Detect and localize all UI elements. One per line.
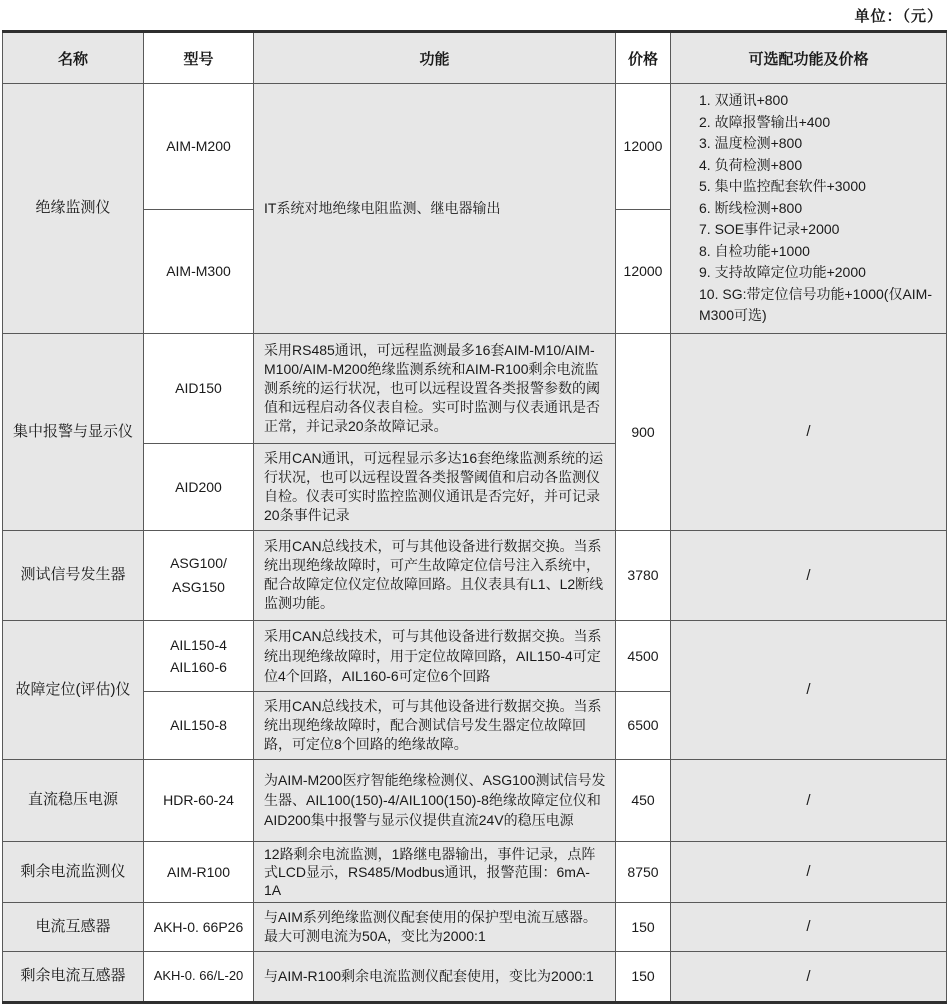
model-cell: AIM-R100 bbox=[144, 841, 254, 902]
table-row bbox=[3, 759, 947, 841]
product-name-cell: 绝缘监测仪 bbox=[3, 84, 144, 334]
price-cell: 150 bbox=[616, 902, 671, 951]
function-cell: 采用CAN总线技术，可与其他设备进行数据交换。当系统出现绝缘故障时，配合测试信号发生器定位故障回路，可定位8个回路的绝缘故障。 bbox=[254, 691, 616, 759]
model-cell: AID150 bbox=[144, 333, 254, 443]
function-cell: 采用CAN总线技术，可与其他设备进行数据交换。当系统出现绝缘故障时，可产生故障定位信号注入系统中，配合故障定位仪定位故障回路。且仪表具有L1、L2断线监测功能。 bbox=[254, 530, 616, 620]
options-cell: / bbox=[671, 530, 947, 620]
col-header-model: 型号 bbox=[144, 32, 254, 84]
product-name-cell: 故障定位(评估)仪 bbox=[3, 620, 144, 759]
function-cell: 采用CAN总线技术，可与其他设备进行数据交换。当系统出现绝缘故障时，用于定位故障回路，AIL150-4可定位4个回路，AIL160-6可定位6个回路 bbox=[254, 620, 616, 691]
function-cell: 采用CAN通讯，可远程显示多达16套绝缘监测系统的运行状况，也可以远程设置各类报警阈值和启动各监测仪自检。仪表可实时监控监测仪通讯是否完好，并可记录20条事件记录 bbox=[254, 443, 616, 530]
price-cell: 450 bbox=[616, 759, 671, 841]
price-cell: 900 bbox=[616, 333, 671, 530]
table-row bbox=[3, 333, 947, 443]
function-cell: 与AIM系列绝缘监测仪配套使用的保护型电流互感器。最大可测电流为50A，变比为2000:1 bbox=[254, 902, 616, 951]
col-header-options: 可选配功能及价格 bbox=[671, 32, 947, 84]
price-cell: 6500 bbox=[616, 691, 671, 759]
model-cell: HDR-60-24 bbox=[144, 759, 254, 841]
options-cell: / bbox=[671, 951, 947, 1002]
function-cell: 采用RS485通讯，可远程监测最多16套AIM-M10/AIM-M100/AIM-M200绝缘监测系统和AIM-R100剩余电流监测系统的运行状况，也可以远程设置各类报警参数的阈值和远程启动各仪表自检。实可时监测与仪表通讯是否正常，并记录20条故障记录。 bbox=[254, 333, 616, 443]
option-item: 6. 断线检测+800 bbox=[699, 199, 803, 216]
options-cell: / bbox=[671, 759, 947, 841]
options-cell: / bbox=[671, 902, 947, 951]
function-cell: 12路剩余电流监测，1路继电器输出，事件记录，点阵式LCD显示，RS485/Modbus通讯，报警范围：6mA-1A bbox=[254, 841, 616, 902]
price-cell: 150 bbox=[616, 951, 671, 1002]
option-item: 2. 故障报警输出+400 bbox=[699, 113, 831, 130]
table-row bbox=[3, 84, 947, 210]
function-cell: IT系统对地绝缘电阻监测、继电器输出 bbox=[254, 84, 616, 334]
option-item: 7. SOE事件记录+2000 bbox=[699, 221, 840, 237]
price-cell: 12000 bbox=[616, 209, 671, 333]
options-cell: / bbox=[671, 620, 947, 759]
col-header-function: 功能 bbox=[254, 32, 616, 84]
col-header-price: 价格 bbox=[616, 32, 671, 84]
option-item: 1. 双通讯+800 bbox=[699, 92, 789, 108]
option-item: 10. SG:带定位信号功能+1000(仅AIM-M300可选) bbox=[699, 285, 933, 323]
options-cell: / bbox=[671, 333, 947, 530]
product-name-cell: 集中报警与显示仪 bbox=[3, 333, 144, 530]
table-row bbox=[3, 951, 947, 1002]
option-item: 9. 支持故障定位功能+2000 bbox=[699, 264, 866, 280]
product-name-cell: 剩余电流互感器 bbox=[3, 951, 144, 1002]
model-cell: AIL150-8 bbox=[144, 691, 254, 759]
option-item: 5. 集中监控配套软件+3000 bbox=[699, 178, 866, 194]
product-name-cell: 剩余电流监测仪 bbox=[3, 841, 144, 902]
option-item: 8. 自检功能+1000 bbox=[699, 242, 810, 259]
unit-label: 单位：（元） bbox=[854, 8, 943, 25]
table-row bbox=[3, 530, 947, 620]
product-name-cell: 直流稳压电源 bbox=[3, 759, 144, 841]
function-cell: 与AIM-R100剩余电流监测仪配套使用，变比为2000:1 bbox=[254, 951, 616, 1002]
model-cell: ASG100/ ASG150 bbox=[144, 530, 254, 620]
table-row bbox=[3, 841, 947, 902]
model-cell: AIM-M200 bbox=[144, 84, 254, 210]
function-cell: 为AIM-M200医疗智能绝缘检测仪、ASG100测试信号发生器、AIL100(150)-4/AIL100(150)-8绝缘故障定位仪和AID200集中报警与显示仪提供直流24V的稳压电源 bbox=[254, 759, 616, 841]
price-cell: 4500 bbox=[616, 620, 671, 691]
header-row bbox=[3, 32, 947, 84]
price-cell: 3780 bbox=[616, 530, 671, 620]
model-cell: AKH-0. 66P26 bbox=[144, 902, 254, 951]
model-cell: AID200 bbox=[144, 443, 254, 530]
price-cell: 8750 bbox=[616, 841, 671, 902]
option-item: 3. 温度检测+800 bbox=[699, 135, 803, 151]
model-cell: AIM-M300 bbox=[144, 209, 254, 333]
price-cell: 12000 bbox=[616, 84, 671, 210]
table-row bbox=[3, 902, 947, 951]
model-cell: AKH-0. 66/L-20 bbox=[144, 951, 254, 1002]
options-cell bbox=[671, 84, 947, 334]
model-cell: AIL150-4 AIL160-6 bbox=[144, 620, 254, 691]
product-price-table bbox=[2, 30, 947, 1004]
product-name-cell: 测试信号发生器 bbox=[3, 530, 144, 620]
product-name-cell: 电流互感器 bbox=[3, 902, 144, 951]
option-item: 4. 负荷检测+800 bbox=[699, 156, 803, 173]
col-header-name: 名称 bbox=[3, 32, 144, 84]
options-cell: / bbox=[671, 841, 947, 902]
table-row bbox=[3, 620, 947, 691]
